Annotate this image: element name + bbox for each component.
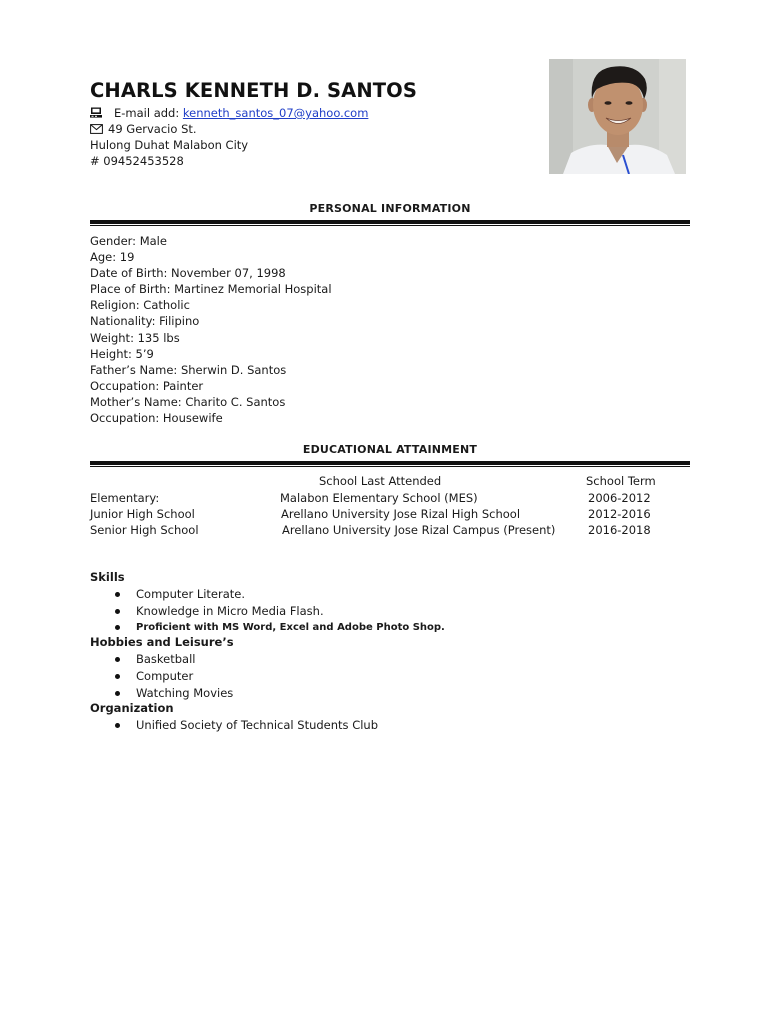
mother-occupation-field: Occupation: Housewife xyxy=(90,411,223,426)
list-item: Computer Literate. xyxy=(111,586,445,603)
mother-name-field: Mother’s Name: Charito C. Santos xyxy=(90,394,286,409)
skills-heading: Skills xyxy=(90,570,125,584)
school-column-header: School Last Attended xyxy=(319,474,442,488)
height-field: Height: 5’9 xyxy=(90,346,154,361)
address-line-1: 49 Gervacio St. xyxy=(108,122,197,136)
education-school: Arellano University Jose Rizal High School xyxy=(281,507,521,521)
education-level: Junior High School xyxy=(90,507,195,521)
gender-field: Gender: Male xyxy=(90,234,167,248)
education-term: 2012-2016 xyxy=(588,507,651,521)
address-line-2: Hulong Duhat Malabon City xyxy=(90,138,249,152)
skills-list xyxy=(111,586,445,636)
date-of-birth-field: Date of Birth: November 07, 1998 xyxy=(90,266,286,281)
education-level: Senior High School xyxy=(90,523,199,537)
personal-info-list xyxy=(90,233,332,426)
education-level: Elementary: xyxy=(90,491,160,505)
religion-field: Religion: Catholic xyxy=(90,298,190,313)
place-of-birth-field: Place of Birth: Martinez Memorial Hospital xyxy=(90,282,332,297)
education-heading: EDUCATIONAL ATTAINMENT xyxy=(302,443,478,456)
organization-heading: Organization xyxy=(90,701,174,715)
father-name-field: Father’s Name: Sherwin D. Santos xyxy=(90,362,287,377)
organization-list xyxy=(111,717,378,734)
applicant-name: CHARLS KENNETH D. SANTOS xyxy=(90,79,417,102)
education-school: Malabon Elementary School (MES) xyxy=(280,491,478,505)
term-column-header: School Term xyxy=(586,474,656,488)
computer-icon xyxy=(90,106,102,116)
envelope-icon xyxy=(90,122,102,132)
phone-number: # 09452453528 xyxy=(90,154,184,168)
list-item: Basketball xyxy=(111,651,233,668)
list-item: Unified Society of Technical Students Club xyxy=(111,717,378,734)
address-row xyxy=(90,121,368,137)
contact-block xyxy=(90,105,368,169)
list-item: Watching Movies xyxy=(111,685,233,702)
personal-info-divider xyxy=(90,220,690,226)
education-term: 2016-2018 xyxy=(588,523,651,537)
list-item: Knowledge in Micro Media Flash. xyxy=(111,603,445,620)
father-occupation-field: Occupation: Painter xyxy=(90,378,204,393)
hobbies-heading: Hobbies and Leisure’s xyxy=(90,635,234,649)
age-field: Age: 19 xyxy=(90,250,135,265)
nationality-field: Nationality: Filipino xyxy=(90,314,200,329)
weight-field: Weight: 135 lbs xyxy=(90,330,180,345)
hobbies-list xyxy=(111,651,233,702)
education-school: Arellano University Jose Rizal Campus (Present) xyxy=(282,523,556,537)
profile-photo xyxy=(549,59,686,174)
email-label: E-mail add: xyxy=(114,106,180,120)
education-divider xyxy=(90,461,690,467)
list-item: Proficient with MS Word, Excel and Adobe Photo Shop. xyxy=(111,620,445,636)
email-link[interactable]: kenneth_santos_07@yahoo.com xyxy=(182,106,369,120)
education-term: 2006-2012 xyxy=(588,491,651,505)
email-row xyxy=(90,105,368,121)
personal-info-heading: PERSONAL INFORMATION xyxy=(309,202,471,215)
list-item: Computer xyxy=(111,668,233,685)
